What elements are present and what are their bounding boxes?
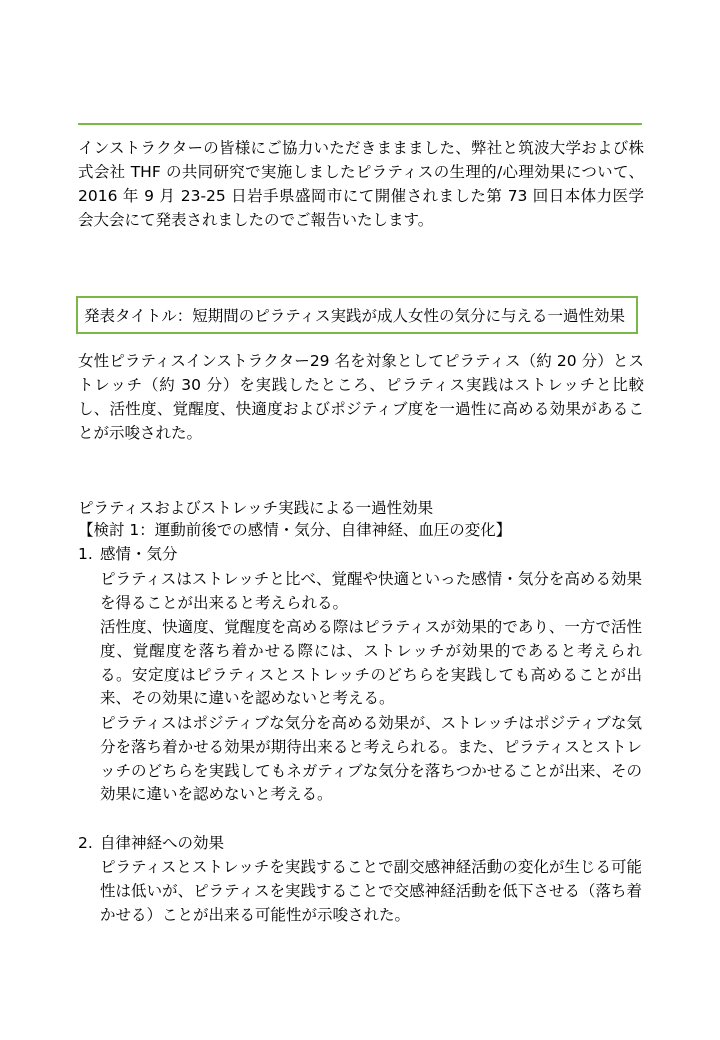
intro-paragraph: インストラクターの皆様にご協力いただきままました、弊社と筑波大学および株式会社 THF の共同研究で実施しましたピラティスの生理的/心理効果について、2016 年 9 月 23-25 日岩手県盛岡市にて開催されました第 73 回日本体力医学会大会にて発表されましたのでご報告いたします。 [78, 139, 644, 229]
item-label: 感情・気分 [100, 545, 178, 563]
study-heading: 【検討 1：運動前後での感情・気分、自律神経、血圧の変化】 [78, 521, 512, 539]
item-paragraph: ピラティスはストレッチと比べ、覚醒や快適といった感情・気分を高める効果を得ることが出来ると考えられる。 [100, 570, 642, 612]
item-number: 2. [78, 834, 93, 852]
item-number: 1. [78, 545, 93, 563]
item-paragraph: ピラティスとストレッチを実践することで副交感神経活動の変化が生じる可能性は低いが、ピラティスを実践することで交感神経活動を低下させる（落ち着かせる）ことが出来る可能性が示唆された。 [100, 858, 642, 924]
top-divider [78, 123, 642, 125]
presentation-title: 発表タイトル：短期間のピラティス実践が成人女性の気分に与える一過性効果 [84, 307, 625, 325]
item-paragraph: 活性度、快適度、覚醒度を高める際はピラティスが効果的であり、一方で活性度、覚醒度を落ち着かせる際には、ストレッチが効果的であると考えられる。安定度はピラティスとストレッチのどちらを実践しても高めることが出来、その効果に違いを認めないと考える。 [100, 618, 642, 708]
item-title-autonomic [78, 832, 224, 854]
presentation-title-box [76, 296, 638, 334]
item-paragraph: ピラティスはポジティブな気分を高める効果が、ストレッチはポジティブな気分を落ち着かせる効果が期待出来ると考えられる。また、ピラティスとストレッチのどちらを実践してもネガティブな気分を落ちつかせることが出来、その効果に違いを認めないと考える。 [100, 714, 642, 804]
summary-paragraph: 女性ピラティスインストラクター29 名を対象としてピラティス（約 20 分）とストレッチ（約 30 分）を実践したところ、ピラティス実践はストレッチと比較し、活性度、覚醒度、快適度およびポジティブ度を一過性に高める効果があることが示唆された。 [78, 352, 644, 442]
section-heading: ピラティスおよびストレッチ実践による一過性効果 [78, 499, 434, 517]
item-label: 自律神経への効果 [100, 834, 225, 852]
item-title-emotion [78, 543, 178, 565]
